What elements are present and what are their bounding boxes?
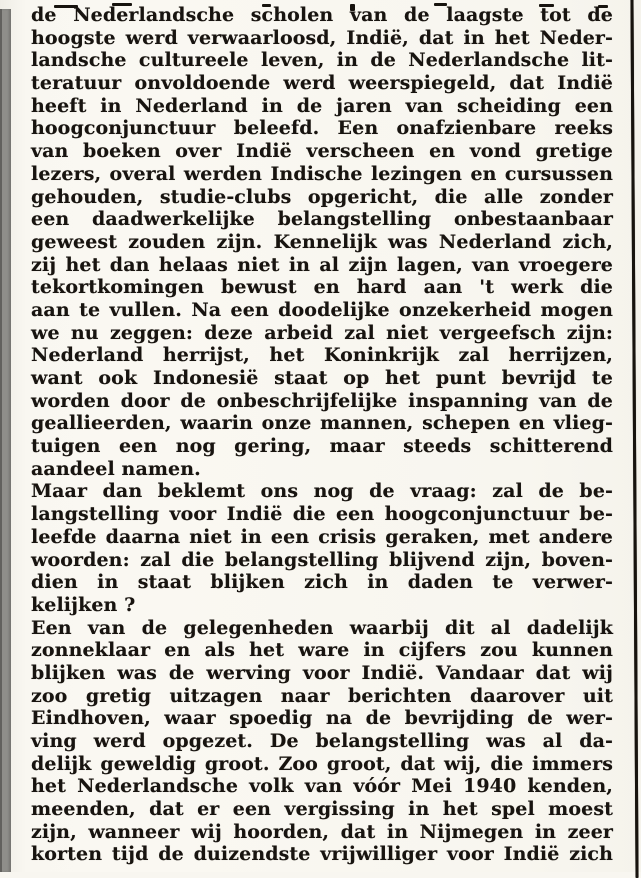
text-line: een daadwerkelijke belangstelling onbestaanbaar (31, 208, 613, 231)
text-line: zoo gretig uitzagen naar berichten daarover uit (31, 684, 613, 707)
text-line: want ook Indonesië staat op het punt bevrijd te (31, 367, 613, 389)
text-line: geweest zouden zijn. Kennelijk was Nederland zich, (31, 230, 613, 253)
text-line: het Nederlandsche volk van vóór Mei 1940 kenden, (31, 775, 613, 798)
text-line: meenden, dat er een vergissing in het spel moest (31, 798, 613, 821)
text-line: Nederland herrijst, het Koninkrijk zal herrijzen, (31, 344, 613, 367)
article-text-column (31, 4, 613, 866)
text-line: landsche cultureele leven, in de Nederlandsche lit- (31, 49, 613, 72)
text-line: korten tijd de duizendste vrijwilliger voor Indië zich (31, 843, 613, 866)
text-line: geallieerden, waarin onze mannen, schepen en vlieg- (31, 412, 613, 435)
text-line: langstelling voor Indië die een hoogconjunctuur be- (31, 503, 613, 526)
text-line: we nu zeggen: deze arbeid zal niet vergeefsch zijn: (31, 321, 613, 344)
text-line: Maar dan beklemt ons nog de vraag: zal de be- (31, 480, 613, 503)
text-line: tuigen een nog gering, maar steeds schitterend (31, 435, 613, 458)
text-line: Een van de gelegenheden waarbij dit al dadelijk (31, 616, 613, 639)
text-line: aan te vullen. Na een doodelijke onzekerheid mogen (31, 298, 613, 321)
text-line: Eindhoven, waar spoedig na de bevrijding de wer- (31, 707, 613, 730)
text-line: aandeel namen. (31, 457, 201, 480)
text-line: lezers, overal werden Indische lezingen en cursussen (31, 162, 613, 185)
text-line: kelijken ? (31, 593, 136, 616)
scanner-edge-strip (0, 9, 11, 872)
text-line: zij het dan helaas niet in al zijn lagen, van vroegere (31, 253, 613, 276)
paragraph (31, 4, 613, 480)
column-divider-rule (630, 0, 638, 878)
text-line: zonneklaar en als het ware in cijfers zou kunnen (31, 639, 613, 662)
text-line: de Nederlandsche scholen van de laagste tot de (31, 4, 613, 26)
text-line: worden door de onbeschrijfelijke inspanning van de (31, 389, 613, 412)
text-line: leefde daarna niet in een crisis geraken, met andere (31, 525, 613, 548)
text-line: tekortkomingen bewust en hard aan 't werk die (31, 276, 613, 299)
text-line: hoogconjunctuur beleefd. Een onafzienbare reeks (31, 117, 613, 140)
text-line: heeft in Nederland in de jaren van scheiding een (31, 94, 613, 117)
text-line: woorden: zal die belangstelling blijvend zijn, boven- (31, 548, 613, 571)
text-line: blijken was de werving voor Indië. Vandaar dat wij (31, 661, 613, 684)
text-line: zijn, wanneer wij hoorden, dat in Nijmegen in zeer (31, 820, 613, 843)
text-line: dien in staat blijken zich in daden te verwer- (31, 571, 613, 594)
text-line: ving werd opgezet. De belangstelling was al da- (31, 730, 613, 752)
text-line: delijk geweldig groot. Zoo groot, dat wij, die immers (31, 752, 613, 775)
text-line: van boeken over Indië verscheen en vond gretige (31, 140, 613, 163)
paragraph (31, 617, 613, 867)
paragraph (31, 480, 613, 616)
text-line: hoogste werd verwaarloosd, Indië, dat in het Neder- (31, 26, 613, 49)
text-line: teratuur onvoldoende werd weerspiegeld, dat Indië (31, 72, 613, 95)
text-line: gehouden, studie-clubs opgericht, die alle zonder (31, 185, 613, 208)
